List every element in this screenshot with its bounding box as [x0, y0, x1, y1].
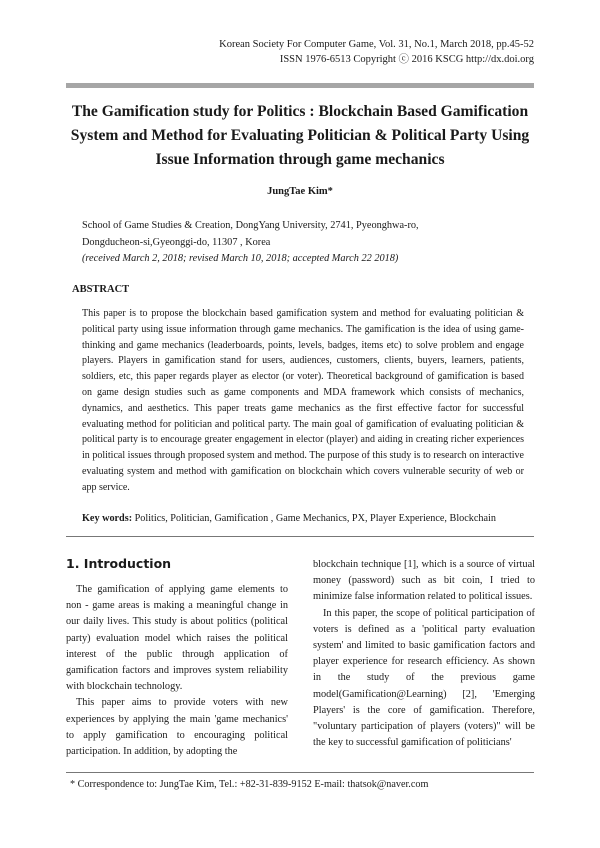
- keywords-list: Politics, Politician, Gamification , Game Mechanics, PX, Player Experience, Blockchain: [134, 513, 496, 524]
- intro-paragraph-1: The gamification of applying game elements to non - game areas is making a meaningful change in our daily lives. This study is about politics (political party) evaluation model which raises the political interest of the public through application of gamification factors and improves system reliability with blockchain technology.: [66, 584, 288, 693]
- section-divider: [66, 536, 534, 537]
- affiliation-line-2: Dongducheon-si,Gyeonggi-do, 11307 , Korea: [82, 237, 271, 248]
- author: JungTae Kim*: [267, 186, 333, 197]
- abstract-body: This paper is to propose the blockchain based gamification system and method for evaluating politician & political party using issue information through game mechanics. The gamification is the idea of using game-thinking and game mechanics (leaderboards, points, levels, badges, items etc) to solve problem and engage players. Players in gamification stand for users, audiences, customers, clients, buyers, learners, patients, soldiers, etc, this paper regards player as elector (or voter). Theoretical background of gamification is based on game design studies such as game components and MDA framework which consists of mechanics, dynamics, and aesthetics. This paper treats game mechanics as the first effective factor for successful evaluating method for politician and political party. The main goal of gamification of evaluating politician & political party is to encourage greater engagement in elector (player) and aiding in creating richer experiences in political issues through proposed system and method. The purpose of this study is to research on interactive evaluating system and method with gamification on blockchain which covers vulnerable security of web or app service.: [82, 308, 524, 493]
- footnote-rule: [66, 772, 534, 773]
- left-column: [66, 582, 288, 760]
- affiliation-line-1: School of Game Studies & Creation, DongYang University, 2741, Pyeonghwa-ro,: [82, 220, 419, 231]
- intro-paragraph-2: This paper aims to provide voters with new experiences by applying the main 'game mechanics' to apply gamification to encouraging political participation. In addition, by adopting the: [66, 697, 288, 758]
- abstract-heading: ABSTRACT: [72, 284, 130, 295]
- right-column: [313, 557, 535, 751]
- header-rule: [66, 83, 534, 88]
- correspondence-footnote: * Correspondence to: JungTae Kim, Tel.: +82-31-839-9152 E-mail: thatsok@naver.com: [70, 779, 429, 790]
- keywords: [82, 513, 532, 524]
- journal-citation: Korean Society For Computer Game, Vol. 31, No.1, March 2018, pp.45-52: [219, 39, 534, 50]
- received-dates: (received March 2, 2018; revised March 10, 2018; accepted March 22 2018): [82, 253, 399, 264]
- keywords-label: Key words:: [82, 513, 133, 524]
- paper-title: The Gamification study for Politics : Blockchain Based Gamification System and Method for Evaluating Politician & Political Party Using Issue Information through game mechanics: [70, 103, 530, 168]
- issn-line: ISSN 1976-6513 Copyright ⓒ 2016 KSCG http://dx.doi.org: [279, 54, 534, 65]
- intro-paragraph-2-continued: blockchain technique [1], which is a source of virtual money (password) such as bit coin, I tried to minimize false information related to political issues.: [313, 559, 535, 603]
- intro-paragraph-3: In this paper, the scope of political participation of voters is defined as a 'political party evaluation system' and limited to basic gamification factors and player experience for research efficiency. As shown in the study of the previous game model(Gamification@Learning) [2], 'Emerging Players' is the core of gamification. Therefore, "voluntary participation of players (voters)" will be the key to successful gamification of politicians': [313, 607, 535, 749]
- introduction-heading: 1. Introduction: [66, 556, 172, 571]
